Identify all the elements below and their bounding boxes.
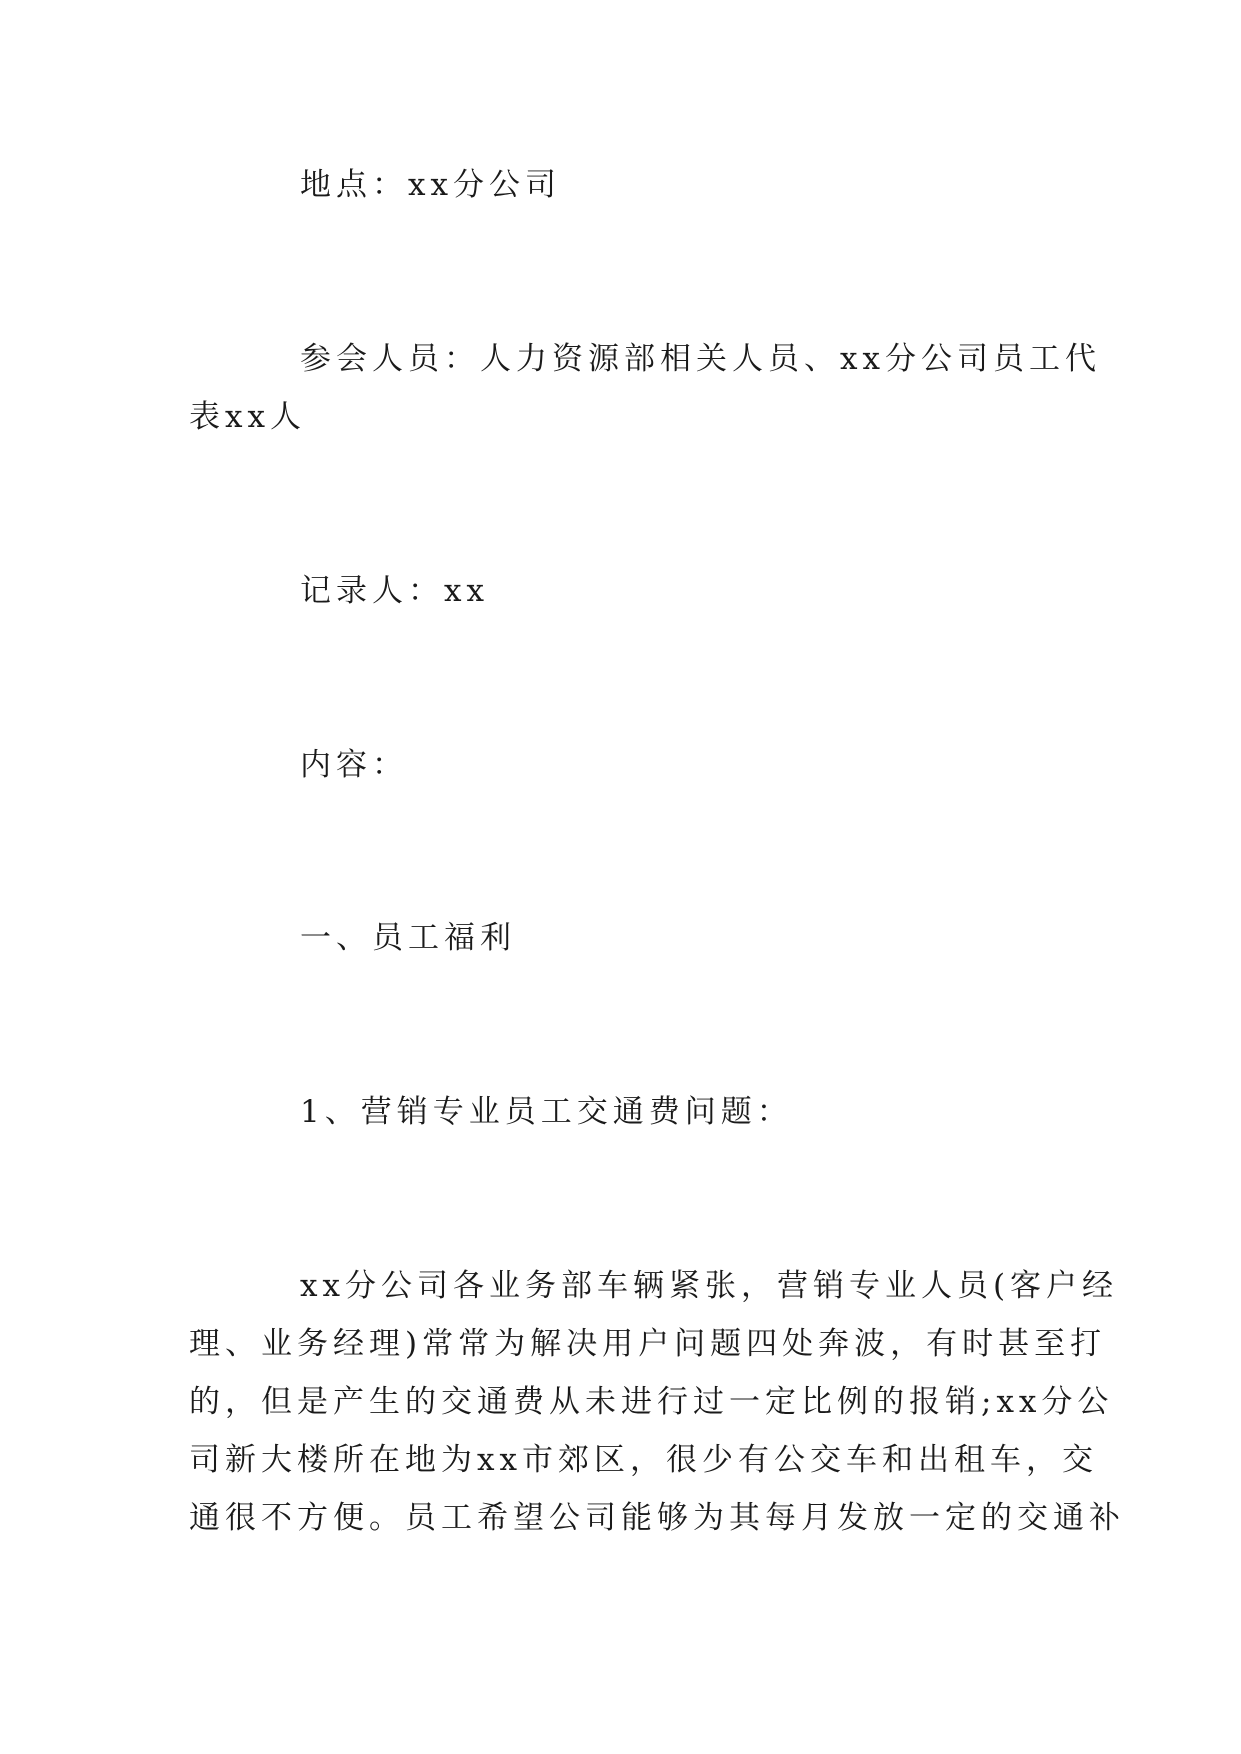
section-heading-employee-benefits: 一、员工福利 <box>300 920 516 956</box>
item-heading-transport-fee: 1、营销专业员工交通费问题： <box>300 1094 793 1130</box>
content-label: 内容： <box>300 747 408 783</box>
body-paragraph-line-4: 司新大楼所在地为xx市郊区，很少有公交车和出租车，交 <box>189 1442 1098 1478</box>
meeting-recorder: 记录人：xx <box>300 573 489 609</box>
body-paragraph-line-3: 的，但是产生的交通费从未进行过一定比例的报销;xx分公 <box>189 1384 1114 1420</box>
meeting-attendees-line-2: 表xx人 <box>189 399 306 435</box>
meeting-attendees-line-1: 参会人员：人力资源部相关人员、xx分公司员工代 <box>300 341 1101 377</box>
body-paragraph-line-2: 理、业务经理)常常为解决用户问题四处奔波，有时甚至打 <box>189 1326 1107 1362</box>
body-paragraph-line-1: xx分公司各业务部车辆紧张，营销专业人员(客户经 <box>300 1268 1119 1304</box>
body-paragraph-line-5: 通很不方便。员工希望公司能够为其每月发放一定的交通补 <box>189 1500 1125 1536</box>
meeting-location: 地点：xx分公司 <box>300 167 561 203</box>
